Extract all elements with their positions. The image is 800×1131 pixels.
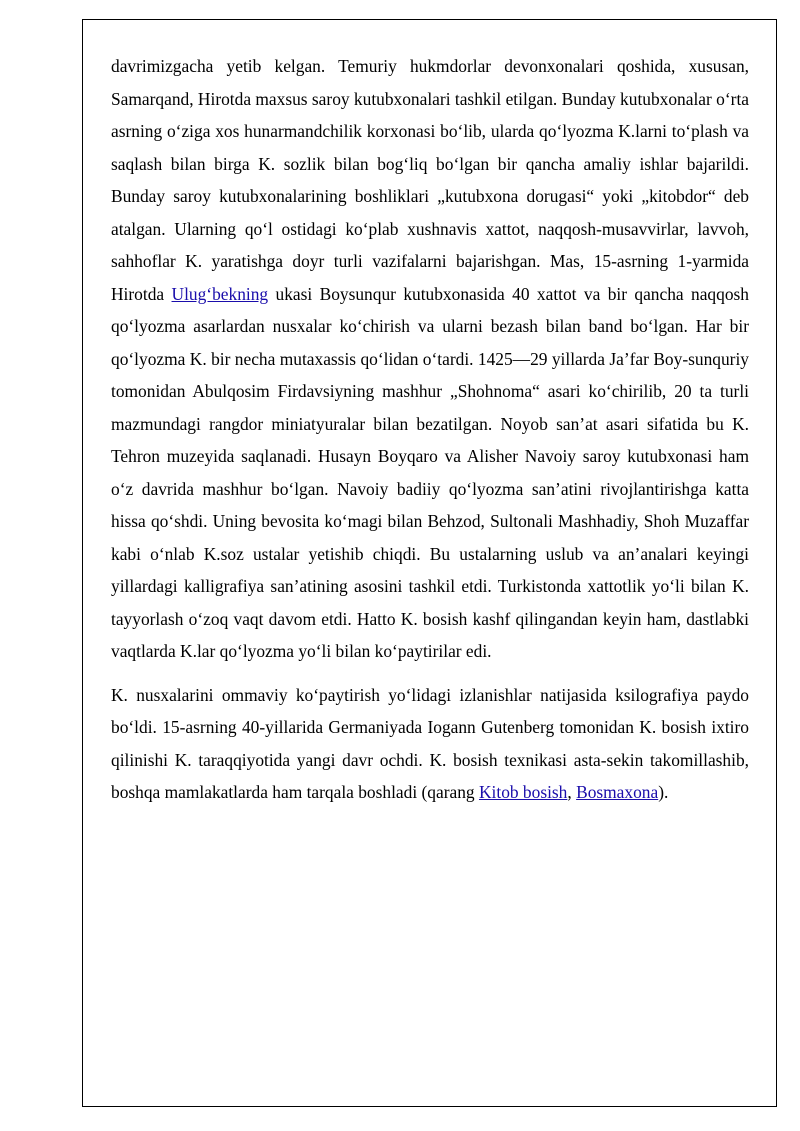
paragraph-2-text-b: , [567, 782, 577, 802]
paragraph-1 [111, 50, 749, 668]
link-kitob-bosish[interactable]: Kitob bosish [478, 782, 568, 802]
link-ulugbek[interactable]: Ulug‘bekning [171, 283, 269, 304]
paragraph-2 [111, 679, 749, 809]
link-bosmaxona[interactable]: Bosmaxona [576, 782, 659, 802]
document-body [111, 50, 749, 809]
paragraph-2-text-a: K. nusxalarini ommaviy ko‘paytirish yo‘lidagi izlanishlar natijasida ksilografiya paydo bo‘ldi. 15-asrning 40-yillarida Germaniyada Iogann Gutenberg tomonidan K. bosish ixtiro qilinishi K. taraqqiyotida yangi davr ochdi. K. bosish texnikasi asta-sekin takomillashib, boshqa mamlakatlarda ham tarqala boshladi (qarang [111, 684, 749, 802]
paragraph-1-text-b: ukasi Boysunqur kutubxonasida 40 xattot va bir qancha naqqosh qo‘lyozma asarlardan nusxalar ko‘chirish va ularni bezash bilan band bo‘lgan. Har bir qo‘lyozma K. bir necha mutaxassis qo‘lidan o‘tardi. 1425—29 yillarda Ja’far Boy-sunquriy tomonidan Abulqosim Firdavsiyning mashhur „Shohnoma“ asari ko‘chirilib, 20 ta turli mazmundagi rangdor miniatyuralar bilan bezatilgan. Noyob san’at asari sifatida bu K. Tehron muzeyida saqlanadi. Husayn Boyqaro va Alisher Navoiy saroy kutubxonasi ham o‘z davrida mashhur bo‘lgan. Navoiy badiiy qo‘lyozma san’atini rivojlantirishga katta hissa qo‘shdi. Uning bevosita ko‘magi bilan Behzod, Sultonali Mashhadiy, Shoh Muzaffar kabi o‘nlab K.soz ustalar yetishib chiqdi. Bu ustalarning uslub va an’analari keyingi yillardagi kalligrafiya san’atining asosini tashkil etdi. Turkistonda xattotlik yo‘li bilan K. tayyorlash o‘zoq vaqt davom etdi. Hatto K. bosish kashf qilingandan keyin ham, dastlabki vaqtlarda K.lar qo‘lyozma yo‘li bilan ko‘paytirilar edi. [111, 283, 749, 661]
paragraph-1-text-a: davrimizgacha yetib kelgan. Temuriy hukmdorlar devonxonalari qoshida, xususan, Samarqand, Hirotda maxsus saroy kutubxonalari tashkil etilgan. Bunday kutubxonalar o‘rta asrning o‘ziga xos hunarmandchilik korxonasi bo‘lib, ularda qo‘lyozma K.larni to‘plash va saqlash bilan birga K. sozlik bilan bog‘liq bo‘lgan bir qancha amaliy ishlar bajarildi. Bunday saroy kutubxonalarining boshliklari „kutubxona dorugasi“ yoki „kitobdor“ deb atalgan. Ularning qo‘l ostidagi ko‘plab xushnavis xattot, naqqosh-musavvirlar, lavvoh, sahhoflar K. yaratishga doyr turli vazifalarni bajarishgan. Mas, 15-asrning 1-yarmida Hirotda [111, 56, 749, 304]
paragraph-2-text-c: ). [658, 782, 669, 802]
